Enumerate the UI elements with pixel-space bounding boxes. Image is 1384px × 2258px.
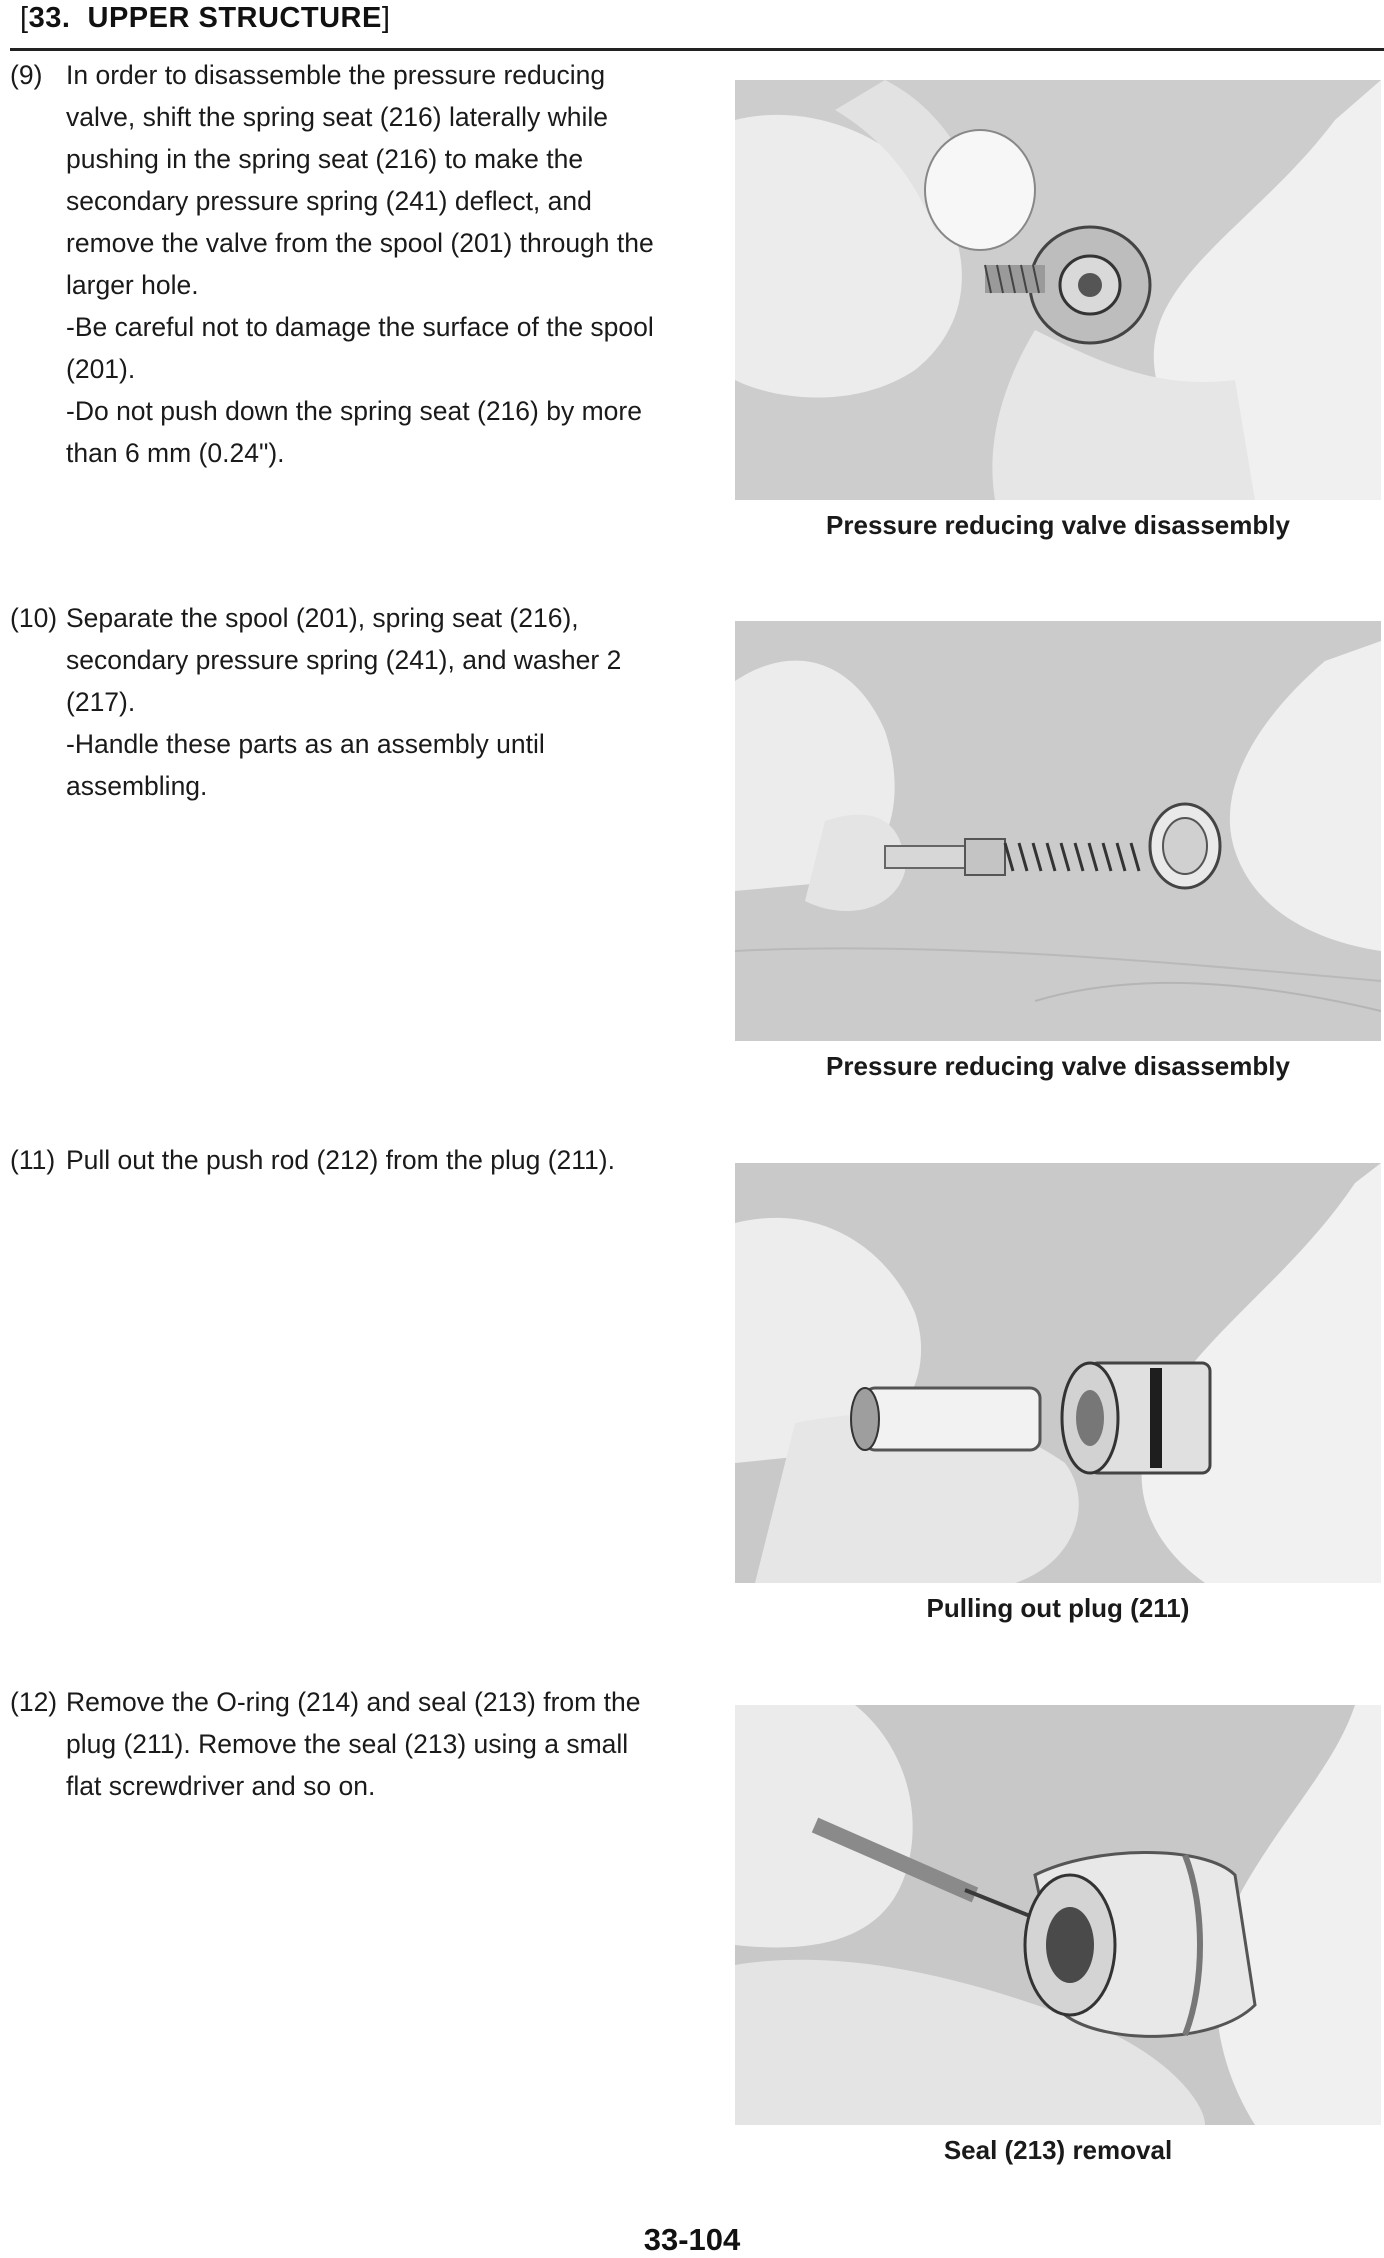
hands-holding-push-rod-and-plug-photo xyxy=(735,1163,1381,1583)
step-number: (10) xyxy=(10,603,58,633)
page-number: 33-104 xyxy=(643,2222,741,2257)
photo-caption: Pulling out plug (211) xyxy=(926,1593,1190,1623)
hands-holding-spool-and-spring-photo xyxy=(735,621,1381,1041)
step-number: (11) xyxy=(10,1145,56,1175)
step-11 xyxy=(10,1139,660,1181)
hands-holding-spring-seat-photo xyxy=(735,80,1381,500)
step-number: (12) xyxy=(10,1687,58,1717)
header-rule xyxy=(10,48,1384,51)
step-paragraph: Remove the O-ring (214) and seal (213) from the plug (211). Remove the seal (213) using a small flat screwdriver and so on. xyxy=(66,1687,641,1801)
section-name: UPPER STRUCTURE xyxy=(87,2,382,34)
step-paragraph: Pull out the push rod (212) from the plug (211). xyxy=(66,1145,615,1175)
step-9 xyxy=(10,54,660,474)
section-title xyxy=(20,2,390,35)
page-header xyxy=(10,0,1384,52)
header-bracket-open: [ xyxy=(20,2,29,34)
photo-caption: Seal (213) removal xyxy=(943,2135,1173,2165)
step-note: -Handle these parts as an assembly until assembling. xyxy=(66,729,545,801)
step-note: -Do not push down the spring seat (216) by more than 6 mm (0.24"). xyxy=(66,396,642,468)
photo-caption: Pressure reducing valve disassembly xyxy=(826,510,1290,540)
step-12 xyxy=(10,1681,660,1807)
screwdriver-removing-seal-photo xyxy=(735,1705,1381,2125)
step-text xyxy=(66,1681,660,1807)
step-number: (9) xyxy=(10,60,43,90)
step-paragraph: Separate the spool (201), spring seat (216), secondary pressure spring (241), and washer 2 (217). xyxy=(66,603,622,717)
step-note: -Be careful not to damage the surface of the spool (201). xyxy=(66,312,654,384)
step-10 xyxy=(10,597,660,807)
step-text xyxy=(66,54,660,474)
step-text xyxy=(66,597,660,807)
step-paragraph: In order to disassemble the pressure reducing valve, shift the spring seat (216) laterally while pushing in the spring seat (216) to make the secondary pressure spring (241) deflect, and remove the valve from the spool (201) through the larger hole. xyxy=(66,60,654,300)
header-bracket-close: ] xyxy=(381,2,391,34)
section-number: 33. xyxy=(28,2,71,34)
photo-caption: Pressure reducing valve disassembly xyxy=(826,1051,1290,1081)
step-text xyxy=(66,1139,660,1181)
